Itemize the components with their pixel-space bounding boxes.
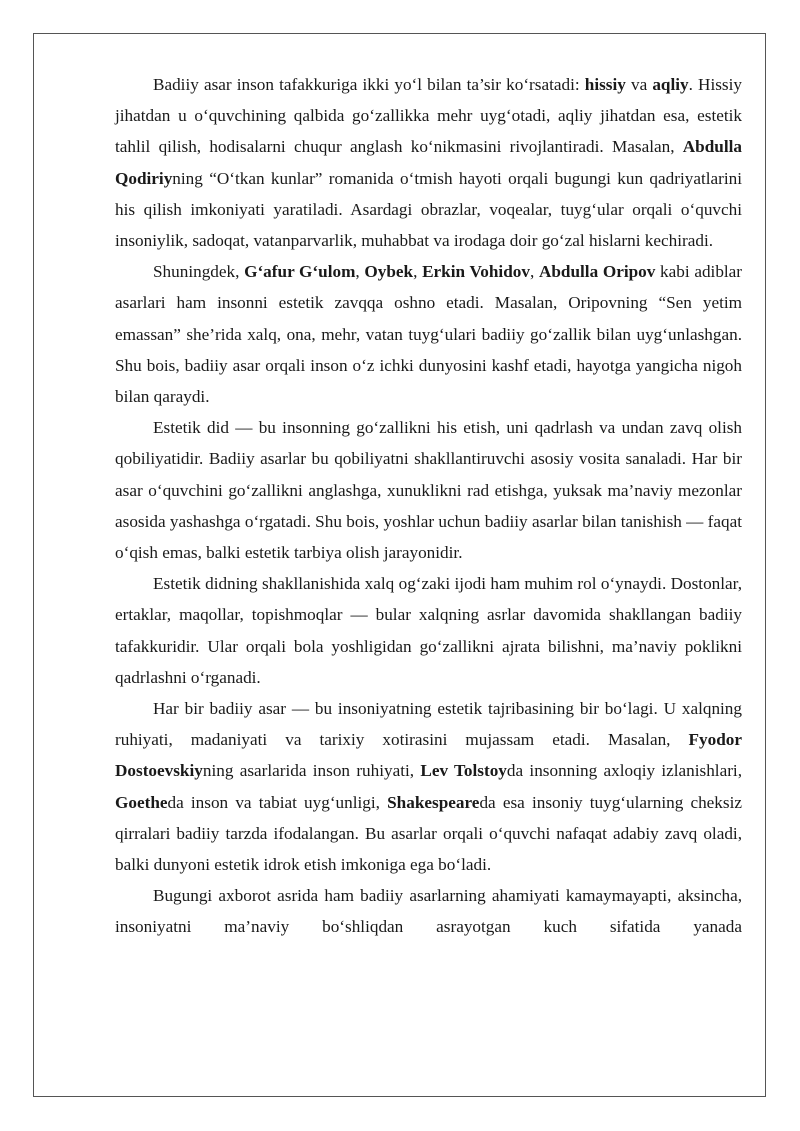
bold-term: aqliy	[652, 75, 689, 94]
text-run: ning asarlarida inson ruhiyati,	[202, 761, 421, 781]
text-run: da esa insoniy tuyg‘ularning cheksiz qirralari badiiy tarzda ifodalangan. Bu asarlar orqali o‘quvchi nafaqat adabiy zavq oladi, balki dunyoni estetik idrok etish imkoniga ega bo‘ladi.	[115, 792, 742, 875]
bold-author-name: Shakespeare	[387, 792, 480, 812]
paragraph-6	[115, 880, 742, 942]
text-run: Badiiy asar inson tafakkuriga ikki yo‘l bilan ta’sir ko‘rsatadi:	[153, 75, 585, 94]
paragraph-2	[115, 256, 742, 412]
text-run: ning “O‘tkan kunlar” romanida o‘tmish hayoti orqali bugungi kun qadriyatlarini his qilish imkoniyati yaratiladi. Asardagi obrazlar, voqealar, tuyg‘ular orqali o‘quvchi insoniylik, sadoqat, vatanparvarlik, muhabbat va irodaga doir go‘zal hislarni kechiradi.	[115, 168, 742, 251]
bold-author-name: Fyodor Dostoevskiy	[115, 730, 742, 781]
bold-author-name: Erkin Vohidov	[422, 262, 530, 282]
text-run: va	[625, 75, 653, 94]
bold-author-name: Abdulla Qodiriy	[115, 137, 742, 188]
text-run: ,	[529, 262, 539, 282]
bold-term: hissiy	[584, 75, 626, 94]
paragraph-4	[115, 568, 742, 693]
bold-author-name: G‘afur G‘ulom	[244, 262, 356, 282]
text-run: Shuningdek,	[153, 262, 245, 282]
text-run: kabi adiblar asarlari ham insonni estetik zavqqa oshno etadi. Masalan, Oripovning “Sen yetim emassan” she’rida xalq, ona, mehr, vatan tuyg‘ulari badiiy go‘zallik bilan uyg‘unlashgan. Shu bois, badiiy asar orqali inson o‘z ichki dunyosini kashf etadi, hayotga yangicha nigoh bilan qaraydi.	[115, 262, 743, 407]
text-run: . Hissiy jihatdan u o‘quvchining qalbida go‘zallikka mehr uyg‘otadi, aqliy jihatdan esa, estetik tahlil qilish, hodisalarni chuqur anglash ko‘nikmasini rivojlantiradi. Masalan,	[115, 75, 742, 157]
text-run: Estetik did — bu insonning go‘zallikni his etish, uni qadrlash va undan zavq olish qobiliyatidir. Badiiy asarlar bu qobiliyatni shakllantiruvchi asosiy vosita sanaladi. Har bir asar o‘quvchini go‘zallikni anglashga, xunuklikni rad etishga, yuksak ma’naviy mezonlar asosida yashashga o‘rgatadi. Shu bois, yoshlar uchun badiiy asarlar bilan tanishish — faqat o‘qish emas, balki estetik tarbiya olish jarayonidir.	[115, 418, 742, 563]
text-run: da inson va tabiat uyg‘unligi,	[167, 792, 388, 812]
text-run: Bugungi axborot asrida ham badiiy asarlarning ahamiyati kamaymayapti, aksincha, insoniyatni ma’naviy bo‘shliqdan asrayotgan kuch sifatida yanada	[115, 886, 742, 937]
document-body	[115, 69, 742, 943]
bold-author-name: Goethe	[115, 792, 168, 812]
bold-author-name: Lev Tolstoy	[420, 761, 507, 781]
paragraph-5	[115, 693, 742, 880]
paragraph-1	[115, 69, 742, 256]
bold-author-name: Abdulla Oripov	[538, 262, 656, 282]
paragraph-3	[115, 412, 742, 568]
bold-author-name: Oybek	[364, 262, 414, 282]
text-run: Har bir badiiy asar — bu insoniyatning estetik tajribasining bir bo‘lagi. U xalqning ruhiyati, madaniyati va tarixiy xotirasini mujassam etadi. Masalan,	[115, 699, 742, 750]
text-run: ,	[355, 262, 365, 282]
text-run: da insonning axloqiy izlanishlari,	[506, 761, 743, 781]
text-run: Estetik didning shakllanishida xalq og‘zaki ijodi ham muhim rol o‘ynaydi. Dostonlar, ertaklar, maqollar, topishmoqlar — bular xalqning asrlar davomida shakllangan badiiy tafakkuridir. Ular orqali bola yoshligidan go‘zallikni ajrata bilishni, ma’naviy poklikni qadrlashni o‘rganadi.	[115, 574, 742, 687]
text-run: ,	[413, 262, 423, 282]
